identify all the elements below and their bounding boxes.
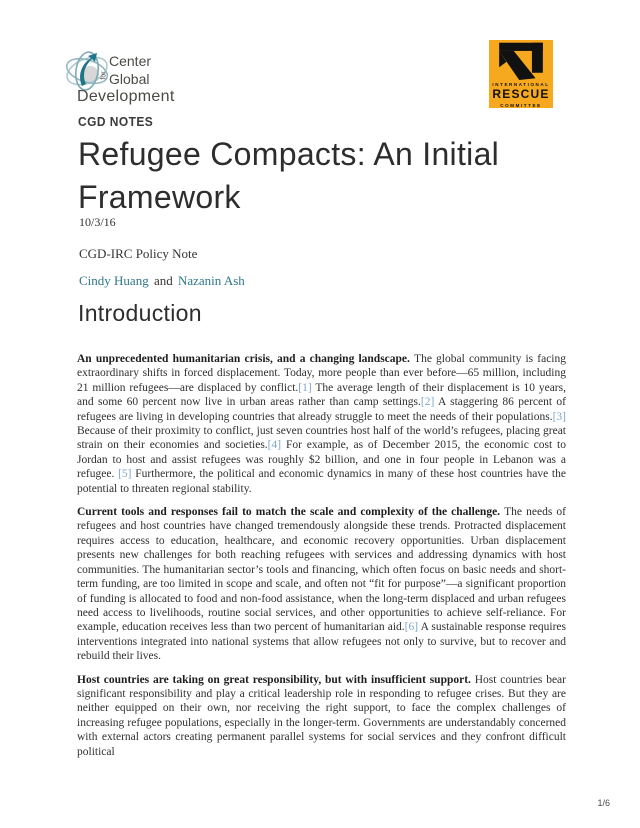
paragraph-text: The global community is facing extraordinary shifts in forced displacement. Today, more people than ever before—65 million, including 21 million refugees—are displaced by conflict. <box>77 353 566 394</box>
document-subtitle: CGD-IRC Policy Note <box>79 246 198 261</box>
paragraph-text: A staggering 86 percent of refugees are living in developing countries that already struggle to meet the needs of their populations. <box>77 396 566 423</box>
citation-link[interactable]: [3] <box>552 410 566 423</box>
cgd-logo-text-for: for <box>100 71 108 80</box>
body-paragraph <box>77 505 566 663</box>
body-paragraph <box>77 352 566 496</box>
paragraph-text: For example, as of December 2015, the economic cost to Jordan to host and assist refugees was roughly $2 billion, and one in four people in Lebanon was a refugee. <box>77 439 566 481</box>
cgd-logo-text-development: Development <box>77 88 175 105</box>
paragraph-text: Furthermore, the political and economic dynamics in many of these host countries have the potential to threaten regional stability. <box>77 468 566 495</box>
paragraph-lead: Host countries are taking on great responsibility, but with insufficient support. <box>77 673 475 686</box>
citation-link[interactable]: [4] <box>267 439 282 452</box>
publication-date: 10/3/16 <box>79 215 116 229</box>
irc-text-international: INTERNATIONAL <box>492 81 550 87</box>
paragraph-lead: An unprecedented humanitarian crisis, and a changing landscape. <box>77 353 415 365</box>
paragraph-text: Host countries bear significant responsibility and play a critical leadership role in responding to refugee crises. But they are neither equipped on their own, nor receiving the right support, to face the complex challenges of increasing refugee populations, especially in the longer-term. Governments are understandably concerned with external actors creating permanent parallel systems for social services and they confront difficult political <box>77 673 566 758</box>
irc-arrow-icon <box>489 40 553 82</box>
irc-logo <box>489 40 553 108</box>
irc-text-rescue: RESCUE <box>492 87 550 102</box>
body-text <box>77 352 566 768</box>
document-title: Refugee Compacts: An Initial Framework <box>78 136 500 215</box>
irc-text-committee: COMMITTEE <box>500 102 542 108</box>
citation-link[interactable]: [5] <box>118 468 132 481</box>
citation-link[interactable]: [6] <box>404 621 419 634</box>
cgd-logo-text-center: Center <box>109 53 152 69</box>
cgd-logo-text-global: Global <box>109 71 150 87</box>
citation-link[interactable]: [1] <box>298 381 312 394</box>
author-link-cindy-huang[interactable]: Cindy Huang <box>79 273 149 288</box>
authors-line <box>79 273 245 289</box>
paragraph-text: Because of their proximity to conflict, just seven countries host half of the world’s refugees, placing great strain on their economies and societies. <box>77 425 566 452</box>
paragraph-lead: Current tools and responses fail to match the scale and complexity of the challenge. <box>77 506 505 519</box>
paragraph-text: The average length of their displacement is 10 years, and some 60 percent now live in urban areas rather than camp settings. <box>77 381 566 409</box>
paragraph-text: A sustainable response requires interventions integrated into national systems that allow refugees not only to survive, but to recover and rebuild their lives. <box>77 621 566 663</box>
page-number-indicator: 1/6 <box>597 798 610 808</box>
section-heading-introduction: Introduction <box>78 300 202 326</box>
cgd-logo <box>64 50 214 112</box>
series-kicker: CGD NOTES <box>78 114 154 129</box>
irc-logo-text <box>489 82 553 108</box>
authors-connector: and <box>153 273 173 288</box>
citation-link[interactable]: [2] <box>420 396 435 409</box>
author-link-nazanin-ash[interactable]: Nazanin Ash <box>177 273 245 288</box>
paragraph-text: The needs of refugees and host countries have changed tremendously alongside these trends. Protracted displacement requires access to education, healthcare, and economic recovery opportunities. Urban displacement presents new challenges for both reaching refugees with services and addressing dynamics with host communities. The humanitarian sector’s tools and financing, which often focus on basic needs and short-term funding, are too limited in scope and scale, and often not “fit for purpose”—a significant proportion of funding is allocated to food and non-food assistance, when the long-term displaced and urban refugees need access to livelihoods, routine social services, and other opportunities to achieve self-reliance. For example, education receives less than two percent of humanitarian aid. <box>77 506 566 634</box>
body-paragraph <box>77 673 566 759</box>
